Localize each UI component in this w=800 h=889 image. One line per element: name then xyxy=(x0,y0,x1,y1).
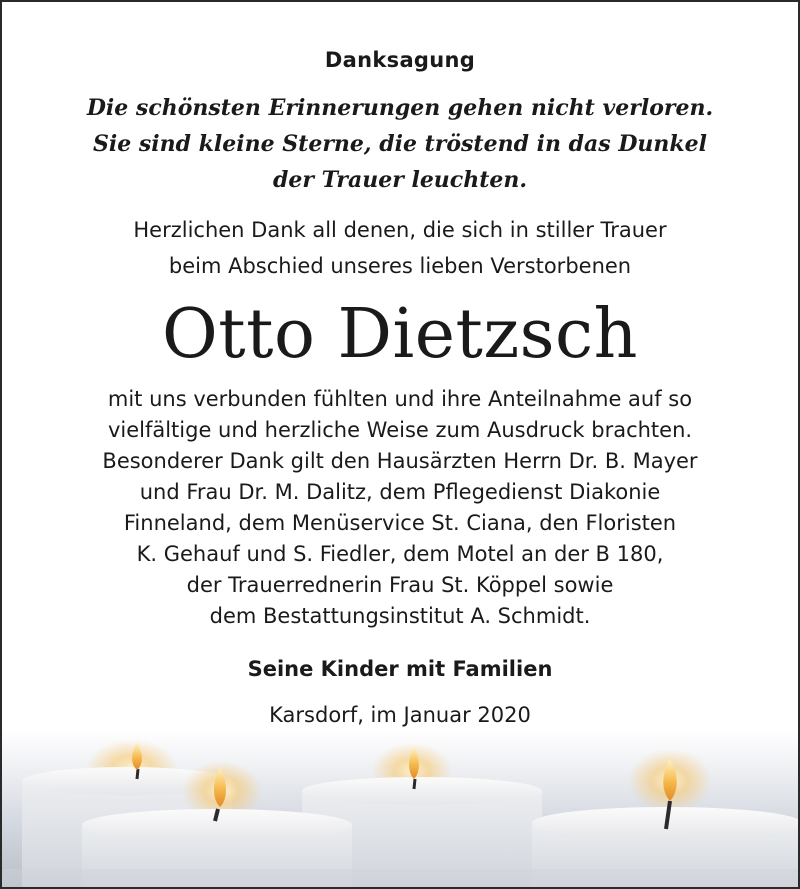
thanks-line: vielfältige und herzliche Weise zum Ausdruck brachten. xyxy=(107,418,693,442)
candles-illustration xyxy=(2,729,798,887)
intro-text xyxy=(2,212,798,284)
quote-line: Sie sind kleine Sterne, die tröstend in das Dunkel xyxy=(92,131,707,157)
candle xyxy=(532,749,798,887)
quote-line: der Trauer leuchten. xyxy=(272,167,528,193)
candles-photo-icon xyxy=(2,729,798,887)
quote-line: Die schönsten Erinnerungen gehen nicht verloren. xyxy=(86,95,714,121)
thanks-line: der Trauerrednerin Frau St. Köppel sowie xyxy=(186,573,614,597)
notice-content xyxy=(2,2,798,727)
memorial-quote xyxy=(2,90,798,198)
signature: Seine Kinder mit Familien xyxy=(247,657,553,681)
thanks-text xyxy=(2,384,798,632)
thanks-line: und Frau Dr. M. Dalitz, dem Pflegedienst Diakonie xyxy=(139,480,661,504)
place-date: Karsdorf, im Januar 2020 xyxy=(269,703,531,727)
thanks-line: Besonderer Dank gilt den Hausärzten Herrn Dr. B. Mayer xyxy=(102,449,698,473)
deceased-name: Otto Dietzsch xyxy=(162,295,638,374)
notice-heading: Danksagung xyxy=(324,48,476,72)
thanks-line: K. Gehauf und S. Fiedler, dem Motel an der B 180, xyxy=(136,542,664,566)
thanks-line: Finneland, dem Menüservice St. Ciana, den Floristen xyxy=(123,511,677,535)
intro-line: Herzlichen Dank all denen, die sich in stiller Trauer xyxy=(133,218,667,242)
thanks-line: mit uns verbunden fühlten und ihre Anteilnahme auf so xyxy=(107,387,693,411)
thanks-line: dem Bestattungsinstitut A. Schmidt. xyxy=(209,604,591,628)
intro-line: beim Abschied unseres lieben Verstorbenen xyxy=(168,254,632,278)
